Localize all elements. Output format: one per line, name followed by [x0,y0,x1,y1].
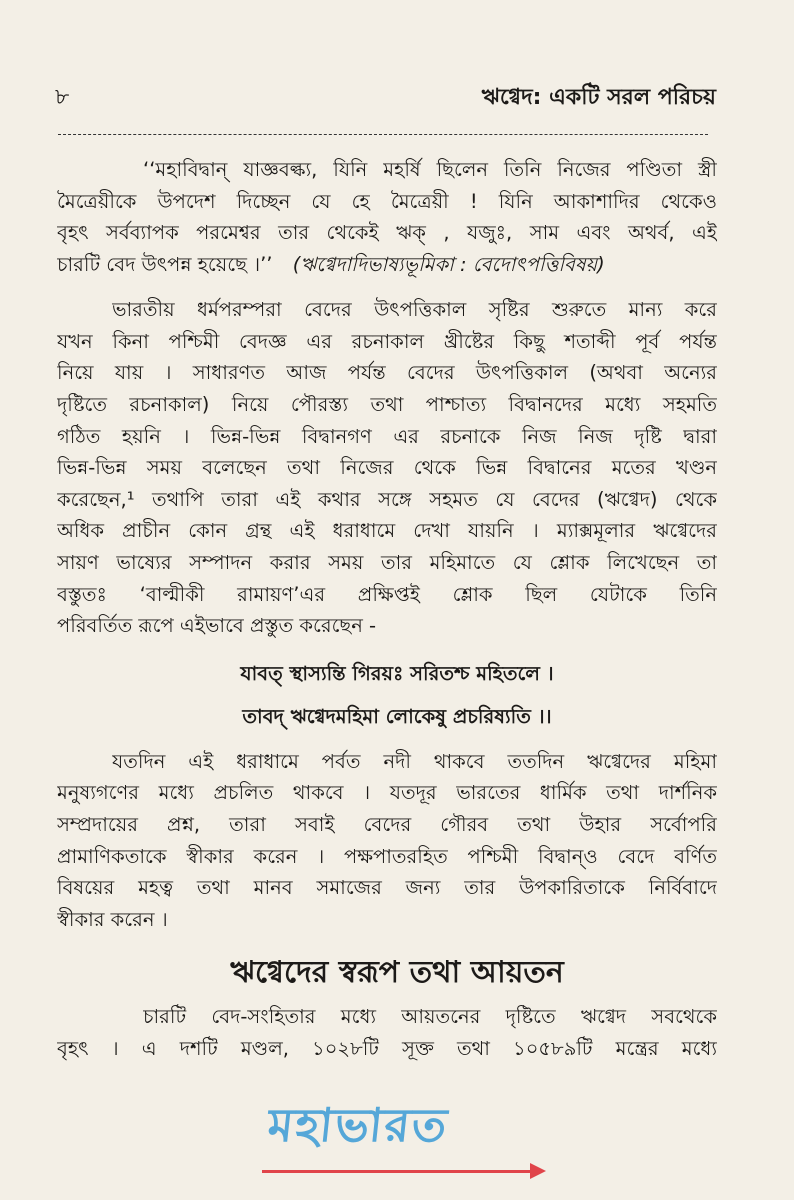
running-title: ঋগ্বেদ: একটি সরল পরিচয় [481,85,716,110]
quote-line: ‘‘মহাবিদ্বান্ যাজ্ঞবল্ক্য, যিনি মহর্ষি ছিলেন তিনি নিজের পণ্ডিতা স্ত্রী [143,158,717,181]
paragraph-line: বস্তুতঃ ‘বাল্মীকী রামায়ণ’এর প্রক্ষিপ্তই শ্লোক ছিল যেটাকে তিনি [57,583,717,606]
verse-line: যাবত্ স্থাস্যন্তি গিরয়ঃ সরিতশ্চ মহিতলে । [240,662,554,685]
paragraph-line: ভারতীয় ধর্মপরম্পরা বেদের উৎপত্তিকাল সৃষ্টির শুরুতে মান্য করে [112,298,717,321]
quote-line-last [57,250,717,280]
paragraph-line: বিষয়ের মহত্ব তথা মানব সমাজের জন্য তার উপকারিতাকে নির্বিবাদে [57,876,717,899]
paragraph-line: বৃহৎ । এ দশটি মণ্ডল, ১০২৮টি সূক্ত তথা ১০৫৮৯টি মন্ত্রের মধ্যে [57,1037,717,1060]
watermark-arrow-icon [262,1170,532,1173]
paragraph-line: নিয়ে যায় । সাধারণত আজ পর্যন্ত বেদের উৎপত্তিকাল (অথবা অন্যের [57,361,717,384]
paragraph-line: স্বীকার করেন । [57,908,168,931]
quote-end: চারটি বেদ উৎপন্ন হয়েছে ।’’ [57,253,273,276]
citation: (ঋগ্বেদাদিভাষ্যভূমিকা : বেদোৎপত্তিবিষয়) [292,253,605,276]
paragraph-line: অধিক প্রাচীন কোন গ্রন্থ এই ধরাধামে দেখা যায়নি । ম্যাক্সমূলার ঋগ্বেদের [57,519,717,542]
paragraph-line: দৃষ্টিতে রচনাকাল) নিয়ে পৌরস্ত্য তথা পাশ্চাত্য বিদ্বানদের মধ্যে সহমতি [57,393,717,416]
header-divider [58,134,708,135]
paragraph-line: করেছেন,¹ তথাপি তারা এই কথার সঙ্গে সহমত যে বেদের (ঋগ্বেদ) থেকে [57,488,717,511]
paragraph-line: প্রামাণিকতাকে স্বীকার করেন । পক্ষপাতরহিত পশ্চিমী বিদ্বান্ও বেদে বর্ণিত [57,845,717,868]
paragraph-line: যখন কিনা পশ্চিমী বেদজ্ঞ এর রচনাকাল খ্রীষ্টের কিছু শতাব্দী পূর্ব পর্যন্ত [57,330,717,353]
paragraph-line: গঠিত হয়নি । ভিন্ন-ভিন্ন বিদ্বানগণ এর রচনাকে নিজ নিজ দৃষ্টি দ্বারা [57,425,717,448]
section-heading: ঋগ্বেদের স্বরূপ তথা আয়তন [230,955,564,990]
quote-line: মৈত্রেয়ীকে উপদেশ দিচ্ছেন যে হে মৈত্রেয়ী ! যিনি আকাশাদির থেকেও [57,190,717,213]
paragraph-line: সম্প্রদায়ের প্রশ্ন, তারা সবাই বেদের গৌরব তথা উহার সর্বোপরি [57,813,717,836]
paragraph-line: পরিবর্তিত রূপে এইভাবে প্রস্তুত করেছেন - [57,614,377,637]
paragraph-line: ভিন্ন-ভিন্ন সময় বলেছেন তথা নিজের থেকে ভিন্ন বিদ্বানের মতের খণ্ডন [57,456,717,479]
paragraph-line: সায়ণ ভাষ্যের সম্পাদন করার সময় তার মহিমাতে যে শ্লোক লিখেছেন তা [57,551,717,574]
paragraph-line: চারটি বেদ-সংহিতার মধ্যে আয়তনের দৃষ্টিতে ঋগ্বেদ সবথেকে [143,1005,717,1028]
quote-line: বৃহৎ সর্বব্যাপক পরমেশ্বর তার থেকেই ঋক্ , যজুঃ, সাম এবং অথর্ব, এই [57,221,717,244]
paragraph-line: মনুষ্যগণের মধ্যে প্রচলিত থাকবে । যতদূর ভারতের ধার্মিক তথা দার্শনিক [57,781,717,804]
paragraph-line: যতদিন এই ধরাধামে পর্বত নদী থাকবে ততদিন ঋগ্বেদের মহিমা [112,750,717,773]
page-number: ৮ [55,85,70,110]
watermark-logo: মহাভারত [265,1098,452,1152]
verse-line: তাবদ্ ঋগ্বেদমহিমা লোকেষু প্রচরিষ্যতি ।। [242,705,552,728]
